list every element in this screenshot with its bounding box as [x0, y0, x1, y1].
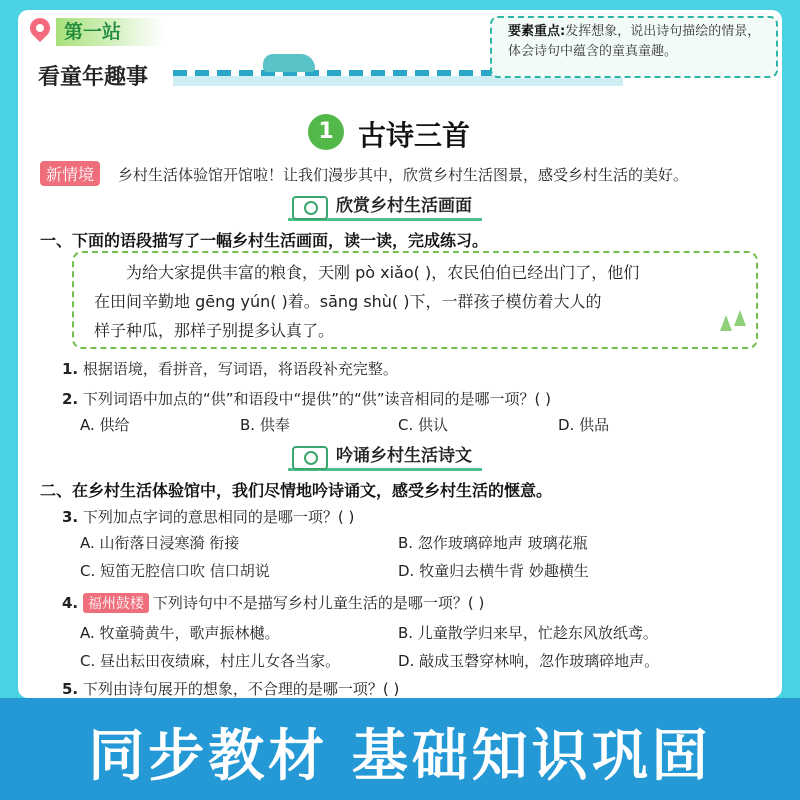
option[interactable]: A. 牧童骑黄牛，歌声振林樾。: [80, 624, 280, 642]
option[interactable]: B. 忽作玻璃碎地声 玻璃花瓶: [398, 534, 588, 552]
question-4: [62, 592, 484, 613]
option[interactable]: C. 昼出耘田夜绩麻，村庄儿女各当家。: [80, 652, 341, 670]
passage-line: [94, 258, 744, 287]
region-tag: 福州鼓楼: [83, 593, 149, 613]
worksheet-page: [18, 10, 782, 698]
passage-line-text: 为给大家提供丰富的粮食，天刚 pò xiǎo( )，农民伯伯已经出门了，他们: [126, 263, 640, 282]
option[interactable]: D. 牧童归去横牛背 妙趣横生: [398, 562, 589, 580]
camera-icon: [292, 196, 328, 220]
section-label-1: [288, 194, 482, 221]
question-3: [62, 506, 354, 527]
question-number: 1.: [62, 360, 79, 378]
option[interactable]: B. 儿童散学归来早，忙趁东风放纸鸢。: [398, 624, 658, 642]
section-label-text: 欣赏乡村生活画面: [336, 196, 472, 216]
question-number: 2.: [62, 390, 79, 408]
question-5: [62, 678, 399, 698]
question-text: 下列词语中加点的“供”和语段中“提供”的“供”读音相同的是哪一项？( ): [82, 390, 552, 408]
lesson-number-badge: 1: [308, 114, 344, 150]
focus-label: 要素重点:: [508, 24, 566, 39]
option[interactable]: A. 供给: [80, 416, 130, 434]
section-label-text: 吟诵乡村生活诗文: [336, 446, 472, 466]
question-text: 下列诗句中不是描写乡村儿童生活的是哪一项？( ): [152, 594, 485, 612]
question-heading-1: 一、下面的语段描写了一幅乡村生活画面，读一读，完成练习。: [40, 231, 489, 250]
option[interactable]: D. 供品: [558, 416, 610, 434]
question-1: [62, 358, 398, 379]
option[interactable]: C. 供认: [398, 416, 449, 434]
location-pin-icon: [26, 14, 54, 42]
option[interactable]: C. 短笛无腔信口吹 信口胡说: [80, 562, 270, 580]
banner-text: 同步教材 基础知识巩固: [88, 724, 712, 789]
question-heading-2: 二、在乡村生活体验馆中，我们尽情地吟诗诵文，感受乡村生活的惬意。: [40, 481, 553, 500]
car-icon: [263, 54, 315, 72]
lesson-title: 古诗三首: [358, 119, 471, 152]
question-2: [62, 388, 551, 409]
passage-line: 样子种瓜，那样子别提多认真了。: [94, 321, 335, 340]
focus-text: [508, 22, 766, 62]
camera-icon: [292, 446, 328, 470]
unit-title: 看童年趣事: [38, 65, 149, 90]
station-label: 第一站: [56, 18, 164, 46]
option[interactable]: D. 敲成玉磬穿林响，忽作玻璃碎地声。: [398, 652, 660, 670]
question-number: 4.: [62, 594, 79, 612]
scene-tag: 新情境: [40, 161, 100, 186]
question-text: 下列加点字词的意思相同的是哪一项？( ): [82, 508, 355, 526]
question-text: 根据语境，看拼音，写词语，将语段补充完整。: [82, 360, 398, 378]
question-number: 3.: [62, 508, 79, 526]
section-label-2: [288, 444, 482, 471]
option[interactable]: B. 供奉: [240, 416, 290, 434]
option[interactable]: A. 山衔落日浸寒漪 衔接: [80, 534, 240, 552]
focus-body: 发挥想象，说出诗句描绘的情景，体会诗句中蕴含的童真童趣。: [508, 24, 761, 59]
question-number: 5.: [62, 680, 79, 698]
passage-text: [94, 258, 744, 345]
question-text: 下列由诗句展开的想象，不合理的是哪一项？( ): [82, 680, 400, 698]
passage-line: 在田间辛勤地 gēng yún( )着。sāng shù( )下，一群孩子模仿着大人的: [94, 292, 602, 311]
scene-text: 乡村生活体验馆开馆啦！让我们漫步其中，欣赏乡村生活图景，感受乡村生活的美好。: [118, 166, 689, 184]
